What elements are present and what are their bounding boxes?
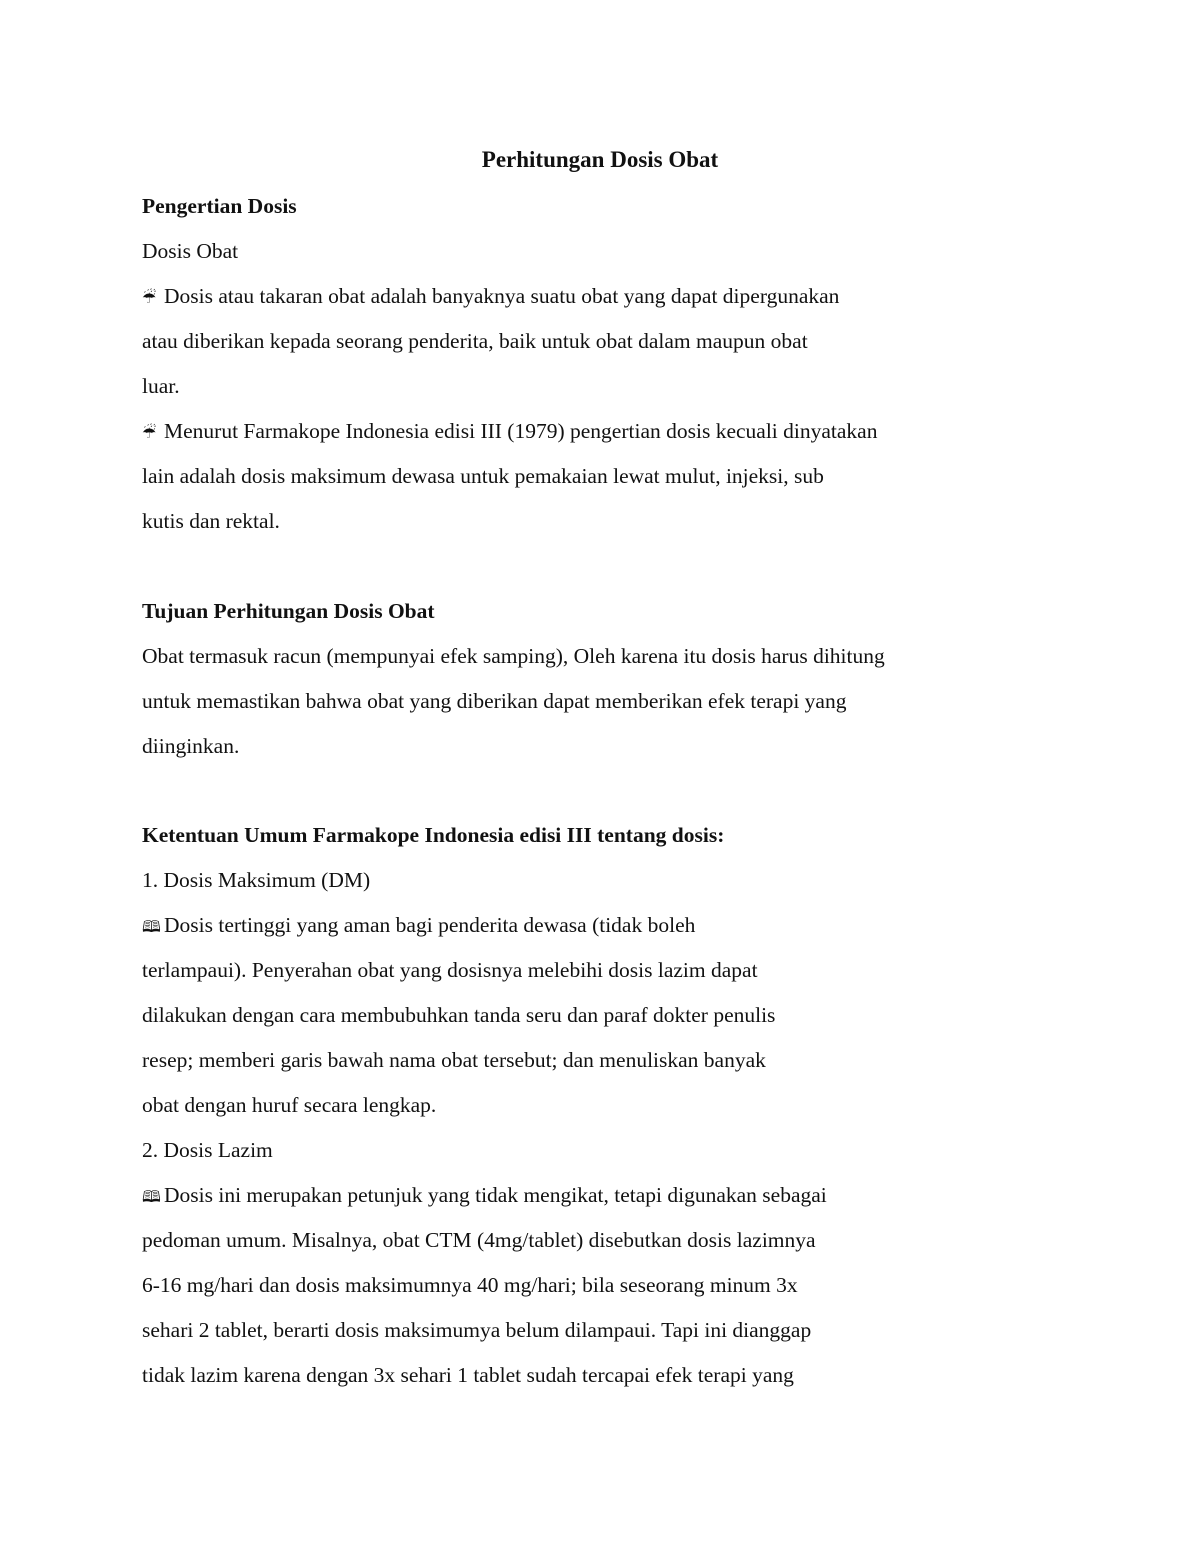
paragraph-line: ☔ Menurut Farmakope Indonesia edisi III (1979) pengertian dosis kecuali dinyatakan bbox=[142, 417, 877, 447]
paragraph-line: sehari 2 tablet, berarti dosis maksimumya belum dilampaui. Tapi ini dianggap bbox=[142, 1318, 812, 1342]
page-title: Perhitungan Dosis Obat bbox=[481, 147, 719, 172]
paragraph-line: obat dengan huruf secara lengkap. bbox=[142, 1093, 437, 1117]
book-icon: 🕮 bbox=[142, 1187, 161, 1206]
paragraph-line: lain adalah dosis maksimum dewasa untuk pemakaian lewat mulut, injeksi, sub bbox=[142, 464, 824, 488]
section-heading-pengertian: Pengertian Dosis bbox=[142, 194, 297, 218]
paragraph-line: kutis dan rektal. bbox=[142, 509, 280, 533]
paragraph-line: atau diberikan kepada seorang penderita, baik untuk obat dalam maupun obat bbox=[142, 329, 808, 353]
paragraph-line: tidak lazim karena dengan 3x sehari 1 tablet sudah tercapai efek terapi yang bbox=[142, 1363, 794, 1387]
paragraph-line: resep; memberi garis bawah nama obat tersebut; dan menuliskan banyak bbox=[142, 1048, 766, 1072]
paragraph-line: terlampaui). Penyerahan obat yang dosisnya melebihi dosis lazim dapat bbox=[142, 958, 758, 982]
paragraph-line: luar. bbox=[142, 374, 180, 398]
umbrella-rain-icon: ☔ bbox=[142, 288, 157, 307]
paragraph-line: 🕮 Dosis tertinggi yang aman bagi penderita dewasa (tidak boleh bbox=[142, 911, 695, 941]
list-item-title: 1. Dosis Maksimum (DM) bbox=[142, 868, 371, 892]
umbrella-rain-icon: ☔ bbox=[142, 423, 157, 442]
paragraph-line: 🕮 Dosis ini merupakan petunjuk yang tidak mengikat, tetapi digunakan sebagai bbox=[142, 1181, 827, 1211]
paragraph-line: untuk memastikan bahwa obat yang diberikan dapat memberikan efek terapi yang bbox=[142, 689, 847, 713]
paragraph-line: ☔ Dosis atau takaran obat adalah banyaknya suatu obat yang dapat dipergunakan bbox=[142, 282, 839, 312]
section-heading-tujuan: Tujuan Perhitungan Dosis Obat bbox=[142, 599, 435, 623]
book-icon: 🕮 bbox=[142, 917, 161, 936]
paragraph-line: Obat termasuk racun (mempunyai efek samping), Oleh karena itu dosis harus dihitung bbox=[142, 644, 885, 668]
list-item-title: 2. Dosis Lazim bbox=[142, 1138, 273, 1162]
paragraph-line: dilakukan dengan cara membubuhkan tanda seru dan paraf dokter penulis bbox=[142, 1003, 776, 1027]
paragraph-line: pedoman umum. Misalnya, obat CTM (4mg/tablet) disebutkan dosis lazimnya bbox=[142, 1228, 816, 1252]
section-heading-ketentuan: Ketentuan Umum Farmakope Indonesia edisi III tentang dosis: bbox=[142, 823, 725, 847]
subheading-dosis-obat: Dosis Obat bbox=[142, 239, 239, 263]
paragraph-line: 6-16 mg/hari dan dosis maksimumnya 40 mg/hari; bila seseorang minum 3x bbox=[142, 1273, 798, 1297]
paragraph-line: diinginkan. bbox=[142, 734, 240, 758]
